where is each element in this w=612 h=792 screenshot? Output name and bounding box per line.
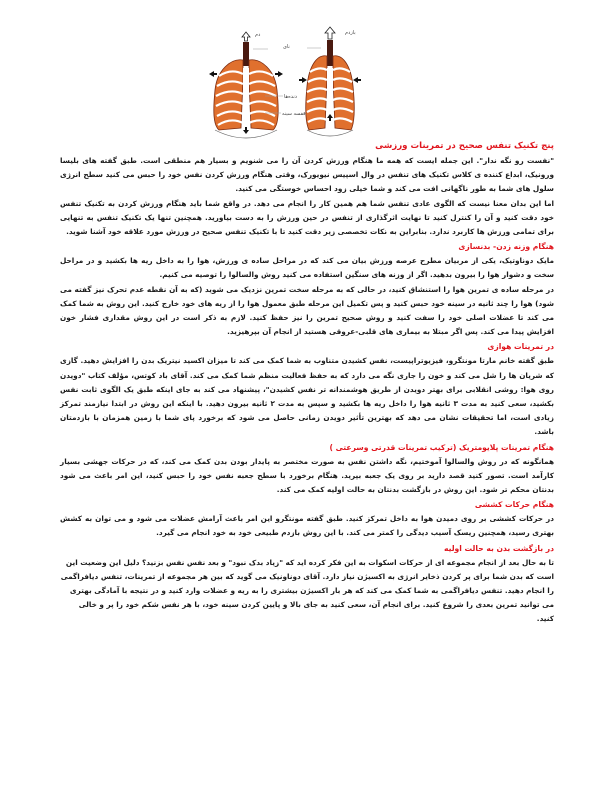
arrow-down-icon [243,127,249,134]
arrow-up-small-icon [327,114,333,121]
section-heading-stretching: هنگام حرکات کششی [474,500,554,510]
lungs-inhale [209,32,283,138]
section-heading-plyometric: هنگام تمرینات پلایومتریک (ترکیب تمرینات قدرتی وسرعتی ) [329,442,554,452]
trachea [243,42,249,66]
section-paragraph: همانگونه که در روش والسالوا آموختیم، نگه داشتن نفس به صورت مختصر به پایدار بودن بدن کمک می کند، که در حرکات جهشی بسیار کارآمد است. تصور کنید قصد دارید بر روی یک جعبه بپرید. هنگام برخورد با سطح جعبه نفس خود را حبس کنید، این امر باعث می شود بدنتان محکم تر شود. این روش در بازگشت بدنتان به حالت اولیه کمک می کند. [60,456,554,495]
label-exhale: بازدم [345,30,356,36]
breathing-lungs-diagram [205,10,430,142]
lungs-exhale [299,27,361,136]
lungs-illustration [205,10,430,142]
section-heading-weightlifting: هنگام وزنه زدن- بدنسازی [458,242,554,252]
section-paragraph: در حرکات کششی بر روی دمیدن هوا به داخل تمرکز کنید. طبق گفته مونتگرو این امر باعث آرامش عضلات می شود و می توان به کشش بهتری رسید، همچنین ریسک آسیب دیدگی را کمتر می کند. با این روش بازدم طبیعی خود به خود انجام می گیرد. [60,514,554,538]
intro-paragraph-2: اما این بدان معنا نیست که الگوی عادی تنفس شما هم همین کار را انجام می دهد. در واقع شما باید هنگام ورزش کردن به تکنیک تنفس خود دقت کنید و آن را کنترل کنید تا نهایت اثرگذاری از تنفس در حین ورزش را به دست بیاورید. همچنین تنها یک تکنیک تنفس به تنهایی برای تمامی ورزش ها کاربرد ندارد. بنابراین به نکات تخصصی زیر دقت کنید تا با تکنیک تنفس صحیح در ورزش مورد علاقه خود آشنا شوید. [60,198,554,237]
arrow-out-left-icon [209,71,217,77]
label-diaphragm: قفسه سینه [282,111,306,117]
trachea [327,40,333,66]
arrow-up-icon [242,32,250,41]
intro-paragraph-1: "نفست رو نگه ندار". این جمله ایست که همه ما هنگام ورزش کردن آن را می شنویم و بسیار هم منطقی است. طبق گفته های بلیسا ورونیک، ابداع کننده ی کلاس تکنیک های تنفس در وال اسپیس نیویورک، وقتی هنگام ورزش کردن نفس خود را حبس می کنید سطح انرژی سلول های شما به طور ناگهانی افت می کند و شما خیلی زود احساس خوستگی می کنید. [60,156,554,194]
label-trachea: نای [283,44,290,50]
section-heading-aerobic: در تمرینات هوازی [487,342,554,352]
article-body [60,138,554,627]
label-inhale: دم [255,32,261,38]
label-ribs: دنده‌ها [284,94,298,100]
arrow-in-left-icon [299,77,307,83]
article-title: پنج تکنیک تنفس صحیح در تمرینات ورزشی [375,141,554,151]
arrow-in-right-icon [353,77,361,83]
section-heading-recovery: در بازگشت بدن به حالت اولیه [443,543,554,553]
section-paragraph: مایک دوناوتیک، یکی از مربیان مطرح عرصه ورزش بیان می کند که در مراحل ساده ی ورزش، هوا را به داخل ریه ها بکشید و در مراحل سخت و دشوار هوا را بیرون بدهید. اگر از وزنه های سنگین استفاده می کنید روش والسالوا را توصیه می کنیم. [60,256,554,280]
section-paragraph: طبق گفته خانم مارتا مونتگرو، فیزیوتراپیست، نفس کشیدن متناوب به شما کمک می کند تا میزان اکسید نیتریک بدن را افزایش دهید. گازی که شریان ها را شل می کند و خون را جاری نگه می دارد که به حفظ فعالیت منظم شما کمک می کند. آقای باد کوتس، مؤلف کتاب "دویدن روی هوا: روشی انقلابی برای بهتر دویدن از طریق هوشمندانه تر نفس کشیدن"، پیشنهاد می کند به جای اینکه طبق یک الگوی ثابت نفس بکشید، سعی کنید به مدت ۳ ثانیه هوا را داخل ریه ها بکشید و سپس به مدت ۲ ثانیه بیرون دهید. با اینکه این روش در ابتدا نیازمند تمرکز زیادی است، اما تحقیقات نشان می دهد که بهترین تأثیر دویدن زمانی حاصل می شود که برخورد پای شما با زمین همزمان با بازدمتان باشد. [60,356,555,437]
arrow-up-icon [325,27,335,39]
arrow-out-right-icon [275,71,283,77]
section-paragraph: تا به حال بعد از انجام مجموعه ای از حرکات اسکوات به این فکر کرده اید که "زیاد بدک نبود" و بعد نفس نفس بزنید؟ دلیل این وضعیت این است که بدن شما برای پر کردن ذخایر انرژی به اکسیژن نیاز دارد. آقای دوناونیک می گوید که بین هر مجموعه از تمرینات، تنفس دیافراگمی را انجام دهید. تنفس دیافراگمی به شما کمک می کند که هر بار اکسیژن بیشتری را به ریه و عضلات وارد کنید و در نتیجه با آمادگی بهتری می توانید تمرین بعدی را شروع کنید. برای انجام آن، سعی کنید به جای بالا و پایین کردن سینه خود، با هر نفس شکم خود را پر و خالی کنید. [60,557,554,624]
section-paragraph: در مرحله ساده ی تمرین هوا را استنشاق کنید، در حالی که به مرحله سخت تمرین نزدیک می شوید (که به آن نقطه عدم تحرک نیز گفته می شود) هوا را چند ثانیه در سینه خود حبس کنید و پس تکمیل این مرحله طبق معمول هوا را از ریه های خود خارج کنید. این روش به شما کمک می کند تا عضلات اصلی خود را سفت کنید و روش صحیح تمرین را نیز حفظ کنید. لازم به ذکر است در این روش مقداری فشار خون افزایش پیدا می کند. پس اگر مبتلا به بیماری های قلبی-عروقی هستید از انجام آن بپرهیزید. [60,284,554,337]
